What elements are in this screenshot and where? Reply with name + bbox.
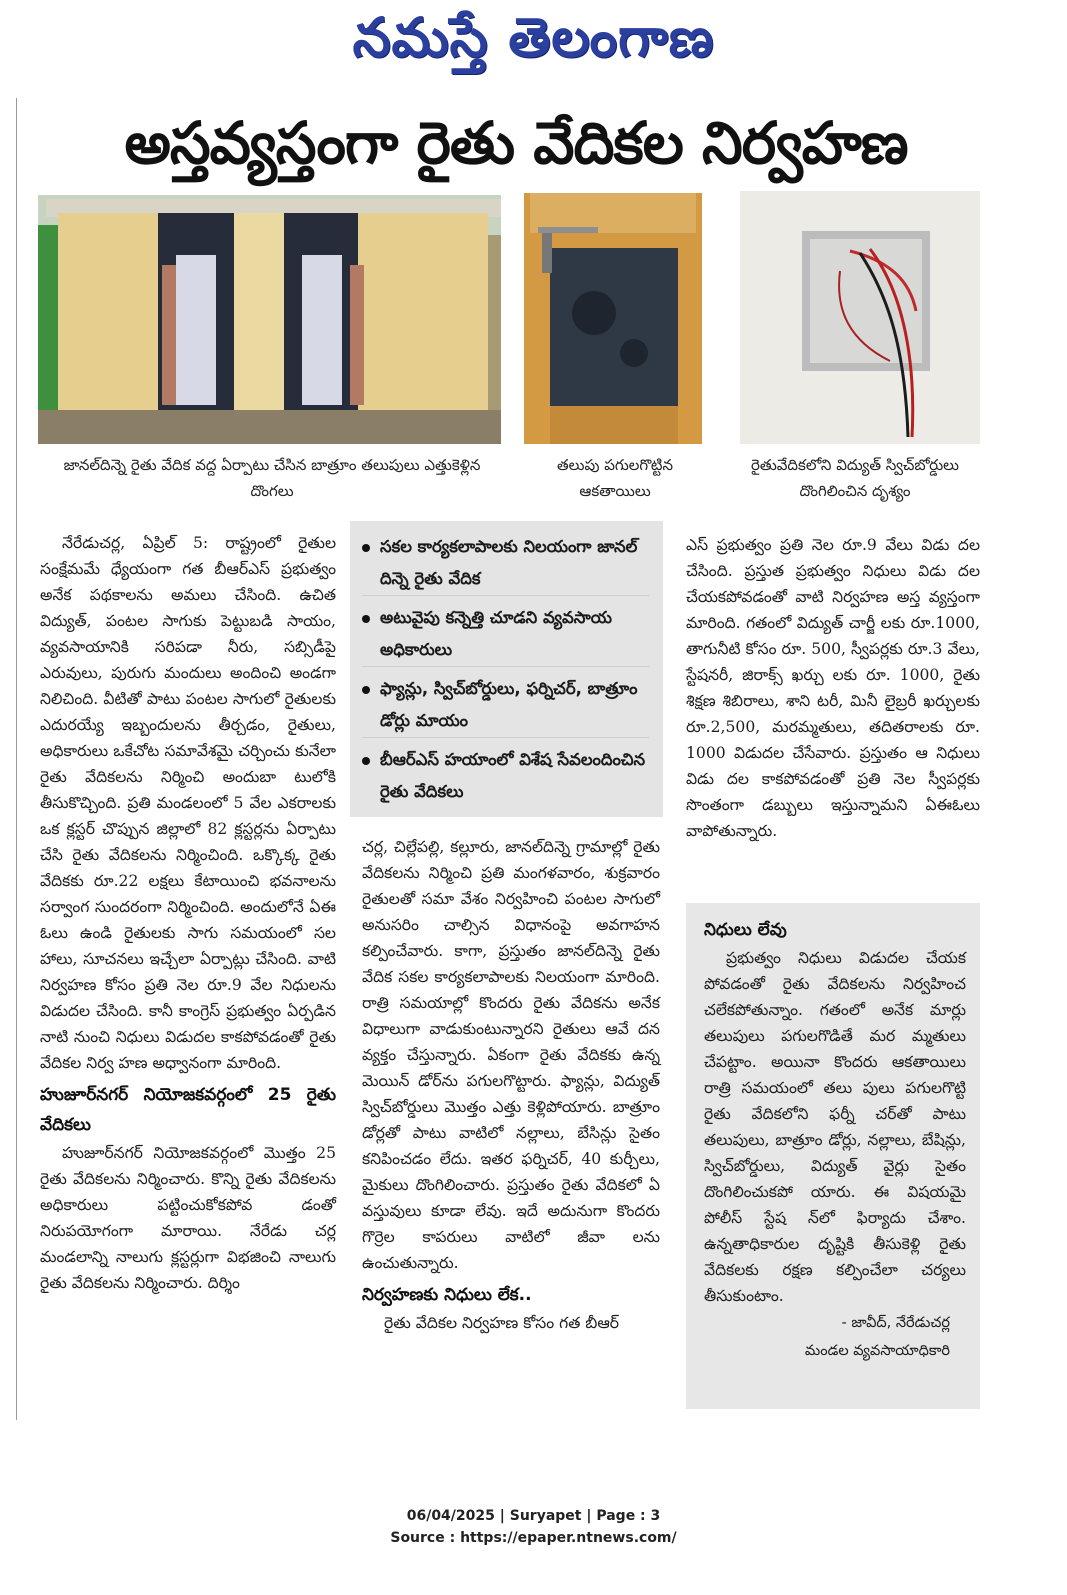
bullet-icon xyxy=(362,615,370,623)
photo-broken-door xyxy=(524,193,702,444)
column-1-subhead: హుజూర్‌నగర్ నియోజకవర్గంలో 25 రైతు వేదికలు xyxy=(40,1085,336,1135)
officer-quote-text: ప్రభుత్వం నిధులు విడుదల చేయక పోవడంతో రైతు వేదికలను నిర్వహించ చలేకపోతున్నాం. గతంలో అనేక మార్లు తలుపులు పగులగొడితే మర మ్మతులు చేపట్టాం. అయినా కొందరు ఆకతాయిలు రాత్రి సమయంలో తలు పులు పగులగొట్టి రైతు వేదికలోని ఫర్నీ చర్‌తో పాటు తలుపులు, బాత్రూం డోర్లు, నల్లాలు, బేషిన్లు, స్విచ్‌బోర్డులు, విద్యుత్ వైర్లు సైతం దొంగిలించుకపో యారు. ఈ విషయమై పోలీస్ స్టేష న్‌లో ఫిర్యాదు చేశాం. ఉన్నతాధికారుల దృష్టికి తీసుకెళ్లి రైతు వేదికలకు రక్షణ కల్పించేలా చర్యలు తీసుకుంటాం. xyxy=(704,949,966,1305)
bullet-icon xyxy=(362,686,370,694)
highlight-item xyxy=(362,673,649,738)
bullet-icon xyxy=(362,757,370,765)
highlight-text: బీఆర్ఎస్ హయాంలో విశేష సేవలందించిన రైతు వేదికలు xyxy=(380,750,646,801)
photo-caption-switchboard: రైతువేదికలోని విద్యుత్ స్విచ్‌బోర్డులు దొంగిలించిన దృశ్యం xyxy=(751,456,959,500)
officer-quote-title: నిధులు లేవు xyxy=(704,920,787,940)
column-1-paragraph: నేరేడుచర్ల, ఏప్రిల్ 5: రాష్ట్రంలో రైతుల సంక్షేమమే ధ్యేయంగా గత బీఆర్ఎస్ ప్రభుత్వం అనేక పథకాలను అమలు చేసింది. ఉచిత విద్యుత్, పంటల సాగుకు పెట్టుబడి సాయం, వ్యవసాయానికి సరిపడా నీరు, సబ్సిడీపై ఎరువులు, పురుగు మందులు అందించి అండగా నిలిచింది. వీటితో పాటు పంటల సాగులో రైతులకు ఎదురయ్యే ఇబ్బందులను తీర్చడం, రైతులు, అధికారులు ఒకేచోట సమావేశమై చర్చించు కునేలా రైతు వేదికలను నిర్మించి అందుబా టులోకి తీసుకొచ్చింది. ప్రతి మండలంలో 5 వేల ఎకరాలకు ఒక క్లస్టర్ చొప్పున జిల్లాలో 82 క్లస్టర్లను ఏర్పాటు చేసి రైతు వేదికలను నిర్మించింది. ఒక్కొక్క రైతు వేదికకు రూ.22 లక్షలు కేటాయించి భవనాలను సర్వాంగ సుందరంగా నిర్మించింది. అందులోనే ఏఈ ఓలు ఉండి రైతులకు సాగు సమయంలో సల హాలు, సూచనలు ఇచ్చేలా ఏర్పాట్లు చేసింది. వాటి నిర్వహణ కోసం ప్రతి నెల రూ.9 వేల నిధులను విడుదల చేసింది. కానీ కాంగ్రెస్ ప్రభుత్వం ఏర్పడిన నాటి నుంచి నిధులు విడుదల కాకపోవడంతో రైతు వేదికల నిర్వ హణ అధ్వానంగా మారింది. xyxy=(40,534,336,1072)
photo-bathroom-building xyxy=(38,195,501,444)
footer-source-link[interactable]: Source : https://epaper.ntnews.com/ xyxy=(390,1530,677,1546)
headline: అస్తవ్యస్తంగా రైతు వేదికల నిర్వహణ xyxy=(124,109,908,177)
highlight-text: సకల కార్యకలాపాలకు నిలయంగా జానల్ దిన్నె రైతు వేదిక xyxy=(380,537,638,588)
photo-caption-door: తలుపు పగులగొట్టిన ఆకతాయిలు xyxy=(556,456,674,500)
article-column-3 xyxy=(686,532,980,892)
highlight-item xyxy=(362,744,649,808)
photo-switchboard xyxy=(740,191,980,444)
masthead-title: నమస్తే తెలంగాణ xyxy=(352,5,715,69)
article-column-2 xyxy=(362,834,660,1420)
left-margin-rule xyxy=(16,98,17,1420)
bullet-icon xyxy=(362,544,370,552)
bathroom-building-illustration xyxy=(38,195,501,444)
photo-caption-bathroom: జానల్‌దిన్నె రైతు వేదిక వద్ద ఏర్పాటు చేసిన బాత్రూం తలుపులు ఎత్తుకెళ్లిన దొంగలు xyxy=(63,456,481,500)
switchboard-illustration xyxy=(740,191,980,444)
column-2-paragraph-2: రైతు వేదికల నిర్వహణ కోసం గత బీఆర్ xyxy=(384,1314,620,1332)
article-column-1 xyxy=(40,530,336,1420)
highlight-text: అటువైపు కన్నెత్తి చూడని వ్యవసాయ అధికారులు xyxy=(380,608,613,659)
footer-edition-line: 06/04/2025 | Suryapet | Page : 3 xyxy=(406,1508,661,1524)
highlight-item xyxy=(362,602,649,667)
column-3-paragraph: ఎస్ ప్రభుత్వం ప్రతి నెల రూ.9 వేలు విడు దల చేసింది. ప్రస్తుత ప్రభుత్వం నిధులు విడు దల చేయకపోవడంతో వాటి నిర్వహణ అస్త వ్యస్తంగా మారింది. గతంలో విద్యుత్ చార్జీ లకు రూ.1000, తాగునీటి కోసం రూ. 500, స్వీపర్లకు రూ.3 వేలు, స్టేషనరీ, జిరాక్స్ ఖర్చు లకు రూ. 1000, రైతు శిక్షణ శిబిరాలు, శాని టరీ, మినీ లైబ్రరీ ఖర్చులకు రూ.2,500, మరమ్మతులు, తదితరాలకు రూ. 1000 విడుదల చేసేవారు. ప్రస్తుతం ఆ నిధులు విడు దల కాకపోవడంతో ప్రతి నెల స్వీపర్లకు సొంతంగా డబ్బులు ఇస్తున్నామని ఏఈఓలు వాపోతున్నారు. xyxy=(686,536,980,840)
officer-quote-box xyxy=(686,903,980,1409)
broken-door-illustration xyxy=(524,193,702,444)
column-1-paragraph-2: హుజూర్‌నగర్ నియోజకవర్గంలో మొత్తం 25 రైతు వేదికలను నిర్మించారు. కొన్ని రైతు వేదికలను అధికారులు పట్టించుకోకపోవ డంతో నిరుపయోగంగా మారాయి. నేరేడు చర్ల మండలాన్ని నాలుగు క్లస్టర్లుగా విభజించి నాలుగు రైతు వేదికలను నిర్మించారు. దిర్శిం xyxy=(40,1144,336,1292)
officer-byline-name: - జావీద్, నేరేడుచర్ల xyxy=(841,1315,950,1331)
officer-quote-body xyxy=(704,945,966,1309)
column-2-subhead: నిర్వహణకు నిధులు లేక.. xyxy=(362,1285,532,1305)
highlights-box xyxy=(350,521,663,817)
column-2-paragraph: చర్ల, చిల్లేపల్లి, కల్లూరు, జానల్‌దిన్నె గ్రామాల్లో రైతు వేదికలను నిర్మించి ప్రతి మంగళవారం, శుక్రవారం రైతులతో సమా వేశం నిర్వహించి పంటల సాగులో అనుసరిం చాల్సిన విధానంపై అవగాహన కల్పించేవారు. కాగా, ప్రస్తుతం జానల్‌దిన్నె రైతు వేదిక సకల కార్యకలాపాలకు నిలయంగా మారింది. రాత్రి సమయాల్లో కొందరు రైతు వేదికను అనేక విధాలుగా వాడుకుంటున్నారని రైతులు ఆవే దన వ్యక్తం చేస్తున్నారు. ఏకంగా రైతు వేదికకు ఉన్న మెయిన్ డోర్‌ను పగులగొట్టారు. ఫ్యాన్లు, విద్యుత్ స్విచ్‌బోర్డులు మొత్తం ఎత్తు కెళ్లిపోయారు. బాత్రూం డోర్లతో పాటు వాటిలో నల్లాలు, బేసిన్లు సైతం కనిపించడం లేదు. ఇతర ఫర్నిచర్, 40 కుర్చీలు, మైకులు దొంగిలించారు. ప్రస్తుతం రైతు వేదికలో ఏ వస్తువులు కూడా లేవు. ఇదే అదునుగా కొందరు గొర్రెల కాపరులు వాటిలో జీవా లను ఉంచుతున్నారు. xyxy=(362,838,660,1272)
officer-byline-role: మండల వ్యవసాయాధికారి xyxy=(804,1343,950,1359)
highlight-item xyxy=(362,531,649,596)
highlights-list xyxy=(350,521,663,824)
highlight-text: ఫ్యాన్లు, స్విచ్‌బోర్డులు, ఫర్నిచర్, బాత్రూం డోర్లు మాయం xyxy=(380,679,638,730)
